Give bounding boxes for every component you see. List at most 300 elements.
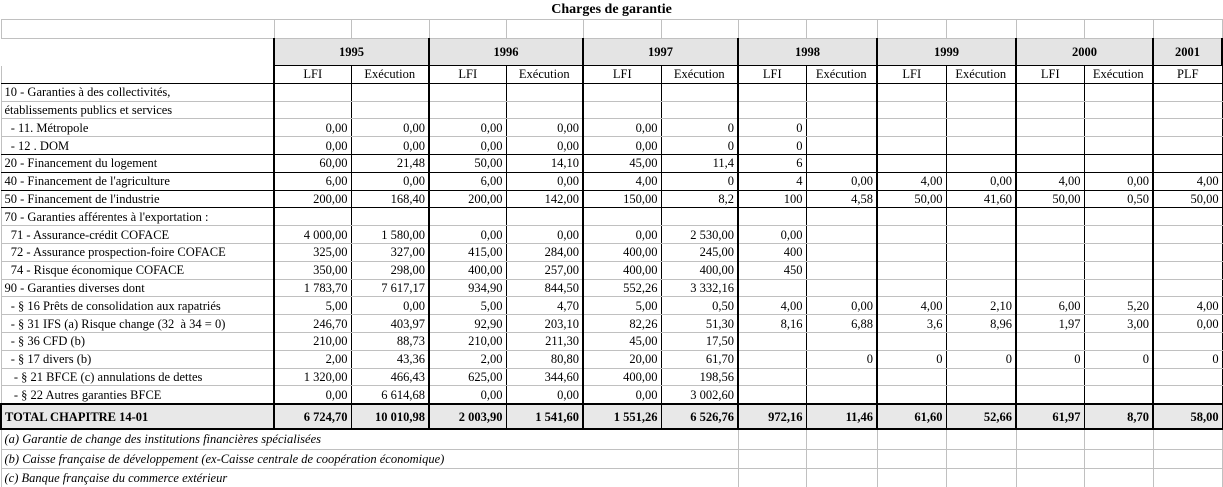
value-cell[interactable]: 4,00	[877, 172, 946, 190]
value-cell[interactable]	[877, 261, 946, 279]
value-cell[interactable]: 50,00	[429, 154, 506, 172]
value-cell[interactable]: 4,00	[877, 297, 946, 315]
value-cell[interactable]	[738, 386, 806, 404]
value-cell[interactable]: 1 551,26	[583, 404, 661, 429]
value-cell[interactable]: 198,56	[661, 368, 738, 386]
value-cell[interactable]: 4 000,00	[274, 226, 351, 244]
value-cell[interactable]: 203,10	[506, 315, 583, 333]
value-cell[interactable]: 10 010,98	[351, 404, 429, 429]
value-cell[interactable]: 0,00	[429, 226, 506, 244]
value-cell[interactable]: 0,00	[583, 119, 661, 137]
value-cell[interactable]: 1 320,00	[274, 368, 351, 386]
empty-cell	[877, 429, 946, 449]
value-cell[interactable]	[1153, 83, 1222, 101]
value-cell[interactable]	[877, 279, 946, 297]
value-cell[interactable]: 1 783,70	[274, 279, 351, 297]
value-cell[interactable]: 14,10	[506, 154, 583, 172]
column-header: LFI	[583, 66, 661, 84]
row-label: 70 - Garanties afférentes à l'exportation :	[1, 208, 274, 226]
value-cell[interactable]: 11,46	[806, 404, 877, 429]
value-cell[interactable]: 82,26	[583, 315, 661, 333]
corner-cell	[1, 39, 274, 66]
value-cell[interactable]: 41,60	[946, 190, 1016, 208]
value-cell[interactable]	[946, 101, 1016, 119]
value-cell[interactable]: 20,00	[583, 350, 661, 368]
year-header: 1995	[274, 39, 429, 66]
empty-cell	[1153, 429, 1222, 449]
value-cell[interactable]	[946, 279, 1016, 297]
value-cell[interactable]	[946, 83, 1016, 101]
value-cell[interactable]	[351, 83, 429, 101]
value-cell[interactable]	[877, 226, 946, 244]
column-header: Exécution	[351, 66, 429, 84]
value-cell[interactable]: 0,00	[506, 226, 583, 244]
value-cell[interactable]: 0	[1153, 350, 1222, 368]
value-cell[interactable]	[946, 119, 1016, 137]
value-cell[interactable]	[1084, 137, 1153, 155]
value-cell[interactable]: 2,10	[946, 297, 1016, 315]
value-cell[interactable]: 4,00	[583, 172, 661, 190]
column-header: LFI	[429, 66, 506, 84]
value-cell[interactable]: 400,00	[583, 243, 661, 261]
value-cell[interactable]: 0	[738, 119, 806, 137]
value-cell[interactable]: 60,00	[274, 154, 351, 172]
value-cell[interactable]: 0,00	[583, 137, 661, 155]
value-cell[interactable]: 200,00	[429, 190, 506, 208]
value-cell[interactable]	[1153, 279, 1222, 297]
value-cell[interactable]	[806, 119, 877, 137]
value-cell[interactable]	[1016, 119, 1084, 137]
value-cell[interactable]	[806, 243, 877, 261]
column-header: LFI	[738, 66, 806, 84]
value-cell[interactable]	[738, 101, 806, 119]
value-cell[interactable]: 210,00	[429, 332, 506, 350]
value-cell[interactable]	[1016, 243, 1084, 261]
empty-cell	[1153, 20, 1222, 39]
value-cell[interactable]	[429, 208, 506, 226]
value-cell[interactable]	[661, 208, 738, 226]
value-cell[interactable]: 400	[738, 243, 806, 261]
value-cell[interactable]: 400,00	[583, 261, 661, 279]
year-header: 1999	[877, 39, 1016, 66]
value-cell[interactable]: 6 526,76	[661, 404, 738, 429]
value-cell[interactable]: 0	[738, 137, 806, 155]
value-cell[interactable]	[1153, 101, 1222, 119]
value-cell[interactable]: 50,00	[1153, 190, 1222, 208]
value-cell[interactable]: 1 541,60	[506, 404, 583, 429]
value-cell[interactable]	[1016, 386, 1084, 404]
value-cell[interactable]	[1084, 208, 1153, 226]
value-cell[interactable]	[1016, 226, 1084, 244]
value-cell[interactable]	[946, 368, 1016, 386]
value-cell[interactable]	[946, 261, 1016, 279]
value-cell[interactable]: 8,70	[1084, 404, 1153, 429]
table-row	[1, 172, 1222, 190]
empty-cell	[1084, 429, 1153, 449]
value-cell[interactable]	[1016, 332, 1084, 350]
value-cell[interactable]: 0,00	[351, 119, 429, 137]
value-cell[interactable]: 0	[806, 350, 877, 368]
value-cell[interactable]	[1153, 261, 1222, 279]
value-cell[interactable]	[661, 83, 738, 101]
value-cell[interactable]: 0	[946, 350, 1016, 368]
value-cell[interactable]	[274, 101, 351, 119]
row-label: 20 - Financement du logement	[1, 154, 274, 172]
value-cell[interactable]: 2,00	[274, 350, 351, 368]
row-label: - 12 . DOM	[1, 137, 274, 155]
value-cell[interactable]: 327,00	[351, 243, 429, 261]
table-row	[1, 137, 1222, 155]
value-cell[interactable]: 400,00	[429, 261, 506, 279]
value-cell[interactable]	[738, 83, 806, 101]
value-cell[interactable]	[1084, 386, 1153, 404]
value-cell[interactable]	[946, 386, 1016, 404]
value-cell[interactable]: 0,00	[738, 226, 806, 244]
footnote: (b) Caisse française de développement (ex-Caisse centrale de coopération économique)	[1, 449, 738, 469]
value-cell[interactable]	[583, 101, 661, 119]
value-cell[interactable]: 0,00	[429, 137, 506, 155]
value-cell[interactable]: 403,97	[351, 315, 429, 333]
value-cell[interactable]	[738, 332, 806, 350]
value-cell[interactable]: 8,2	[661, 190, 738, 208]
footnote: (a) Garantie de change des institutions financières spécialisées	[1, 429, 738, 449]
value-cell[interactable]	[506, 83, 583, 101]
value-cell[interactable]: 0,00	[806, 297, 877, 315]
value-cell[interactable]: 4,00	[738, 297, 806, 315]
value-cell[interactable]: 934,90	[429, 279, 506, 297]
row-label: - § 21 BFCE (c) annulations de dettes	[1, 368, 274, 386]
value-cell[interactable]: 0	[661, 137, 738, 155]
value-cell[interactable]: 200,00	[274, 190, 351, 208]
value-cell[interactable]: 415,00	[429, 243, 506, 261]
value-cell[interactable]	[877, 101, 946, 119]
value-cell[interactable]: 0,00	[274, 119, 351, 137]
value-cell[interactable]	[877, 208, 946, 226]
value-cell[interactable]	[946, 208, 1016, 226]
value-cell[interactable]	[877, 119, 946, 137]
column-header: Exécution	[806, 66, 877, 84]
value-cell[interactable]: 6	[738, 154, 806, 172]
value-cell[interactable]: 0	[1016, 350, 1084, 368]
value-cell[interactable]	[738, 368, 806, 386]
value-cell[interactable]: 6,00	[429, 172, 506, 190]
value-cell[interactable]: 0,00	[429, 386, 506, 404]
value-cell[interactable]	[806, 279, 877, 297]
value-cell[interactable]	[1153, 208, 1222, 226]
value-cell[interactable]	[1016, 154, 1084, 172]
value-cell[interactable]	[506, 101, 583, 119]
value-cell[interactable]: 80,80	[506, 350, 583, 368]
value-cell[interactable]	[1084, 154, 1153, 172]
value-cell[interactable]	[1016, 83, 1084, 101]
value-cell[interactable]: 1 580,00	[351, 226, 429, 244]
value-cell[interactable]: 5,00	[429, 297, 506, 315]
value-cell[interactable]: 466,43	[351, 368, 429, 386]
value-cell[interactable]	[738, 279, 806, 297]
value-cell[interactable]: 0,00	[1153, 315, 1222, 333]
value-cell[interactable]: 6 724,70	[274, 404, 351, 429]
value-cell[interactable]: 0,00	[806, 172, 877, 190]
value-cell[interactable]: 400,00	[661, 261, 738, 279]
table-row	[1, 243, 1222, 261]
value-cell[interactable]	[274, 208, 351, 226]
value-cell[interactable]: 45,00	[583, 332, 661, 350]
value-cell[interactable]: 210,00	[274, 332, 351, 350]
year-header: 2000	[1016, 39, 1153, 66]
value-cell[interactable]	[1016, 279, 1084, 297]
value-cell[interactable]: 211,30	[506, 332, 583, 350]
value-cell[interactable]: 0,00	[506, 386, 583, 404]
value-cell[interactable]: 5,20	[1084, 297, 1153, 315]
value-cell[interactable]: 6,88	[806, 315, 877, 333]
value-cell[interactable]: 0,00	[506, 172, 583, 190]
value-cell[interactable]	[806, 101, 877, 119]
value-cell[interactable]: 1,97	[1016, 315, 1084, 333]
value-cell[interactable]	[877, 332, 946, 350]
table-row	[1, 190, 1222, 208]
value-cell[interactable]	[877, 154, 946, 172]
row-label: 50 - Financement de l'industrie	[1, 190, 274, 208]
value-cell[interactable]: 0,50	[1084, 190, 1153, 208]
value-cell[interactable]	[738, 208, 806, 226]
value-cell[interactable]: 8,96	[946, 315, 1016, 333]
value-cell[interactable]	[351, 208, 429, 226]
value-cell[interactable]: 8,16	[738, 315, 806, 333]
value-cell[interactable]: 0,00	[274, 137, 351, 155]
value-cell[interactable]: 0	[661, 119, 738, 137]
value-cell[interactable]	[806, 368, 877, 386]
value-cell[interactable]	[1016, 208, 1084, 226]
value-cell[interactable]	[946, 154, 1016, 172]
value-cell[interactable]: 52,66	[946, 404, 1016, 429]
value-cell[interactable]	[738, 350, 806, 368]
value-cell[interactable]: 344,60	[506, 368, 583, 386]
value-cell[interactable]: 150,00	[583, 190, 661, 208]
footnote: (c) Banque française du commerce extérieur	[1, 469, 738, 487]
value-cell[interactable]	[806, 137, 877, 155]
value-cell[interactable]	[429, 83, 506, 101]
value-cell[interactable]: 0,00	[946, 172, 1016, 190]
value-cell[interactable]: 5,00	[274, 297, 351, 315]
value-cell[interactable]: 325,00	[274, 243, 351, 261]
table-row	[1, 368, 1222, 386]
table-row	[1, 119, 1222, 137]
value-cell[interactable]	[806, 386, 877, 404]
year-header: 1996	[429, 39, 583, 66]
value-cell[interactable]: 0	[1084, 350, 1153, 368]
value-cell[interactable]	[1084, 368, 1153, 386]
value-cell[interactable]	[806, 208, 877, 226]
value-cell[interactable]	[1084, 261, 1153, 279]
value-cell[interactable]	[946, 226, 1016, 244]
value-cell[interactable]	[661, 101, 738, 119]
value-cell[interactable]	[1016, 137, 1084, 155]
value-cell[interactable]: 3 332,16	[661, 279, 738, 297]
value-cell[interactable]	[583, 83, 661, 101]
row-label: 40 - Financement de l'agriculture	[1, 172, 274, 190]
value-cell[interactable]	[1153, 243, 1222, 261]
value-cell[interactable]: 625,00	[429, 368, 506, 386]
value-cell[interactable]: 284,00	[506, 243, 583, 261]
value-cell[interactable]: 0,00	[506, 119, 583, 137]
value-cell[interactable]: 972,16	[738, 404, 806, 429]
value-cell[interactable]	[429, 101, 506, 119]
value-cell[interactable]: 88,73	[351, 332, 429, 350]
value-cell[interactable]: 2 003,90	[429, 404, 506, 429]
value-cell[interactable]: 168,40	[351, 190, 429, 208]
row-label: - § 31 IFS (a) Risque change (32 à 34 = 0)	[1, 315, 274, 333]
value-cell[interactable]	[946, 332, 1016, 350]
value-cell[interactable]	[1153, 119, 1222, 137]
value-cell[interactable]	[1153, 154, 1222, 172]
value-cell[interactable]: 552,26	[583, 279, 661, 297]
value-cell[interactable]: 0,00	[506, 137, 583, 155]
value-cell[interactable]: 0	[877, 350, 946, 368]
value-cell[interactable]	[1153, 226, 1222, 244]
value-cell[interactable]	[1084, 226, 1153, 244]
value-cell[interactable]: 43,36	[351, 350, 429, 368]
empty-cell	[583, 20, 661, 39]
empty-cell	[1153, 469, 1222, 487]
value-cell[interactable]	[946, 137, 1016, 155]
column-header: LFI	[877, 66, 946, 84]
value-cell[interactable]: 61,70	[661, 350, 738, 368]
value-cell[interactable]: 0,00	[1084, 172, 1153, 190]
value-cell[interactable]: 0,00	[351, 172, 429, 190]
empty-cell	[1016, 449, 1084, 469]
empty-cell	[738, 449, 806, 469]
value-cell[interactable]: 4,00	[1153, 172, 1222, 190]
column-header: Exécution	[946, 66, 1016, 84]
value-cell[interactable]: 11,4	[661, 154, 738, 172]
value-cell[interactable]	[806, 332, 877, 350]
value-cell[interactable]: 246,70	[274, 315, 351, 333]
value-cell[interactable]	[1084, 83, 1153, 101]
value-cell[interactable]	[877, 243, 946, 261]
empty-cell	[877, 20, 946, 39]
value-cell[interactable]: 21,48	[351, 154, 429, 172]
value-cell[interactable]: 3,00	[1084, 315, 1153, 333]
value-cell[interactable]: 4	[738, 172, 806, 190]
row-label: 71 - Assurance-crédit COFACE	[1, 226, 274, 244]
empty-cell	[946, 20, 1016, 39]
value-cell[interactable]: 4,58	[806, 190, 877, 208]
value-cell[interactable]	[806, 226, 877, 244]
value-cell[interactable]: 142,00	[506, 190, 583, 208]
empty-cell	[1084, 469, 1153, 487]
value-cell[interactable]	[877, 137, 946, 155]
value-cell[interactable]	[1153, 332, 1222, 350]
table-row	[1, 315, 1222, 333]
value-cell[interactable]	[506, 208, 583, 226]
value-cell[interactable]	[351, 101, 429, 119]
empty-cell	[877, 449, 946, 469]
value-cell[interactable]	[806, 83, 877, 101]
value-cell[interactable]: 3,6	[877, 315, 946, 333]
value-cell[interactable]: 0	[661, 172, 738, 190]
value-cell[interactable]	[806, 154, 877, 172]
value-cell[interactable]: 0,50	[661, 297, 738, 315]
value-cell[interactable]	[1084, 243, 1153, 261]
value-cell[interactable]: 45,00	[583, 154, 661, 172]
value-cell[interactable]	[877, 83, 946, 101]
value-cell[interactable]: 0,00	[583, 386, 661, 404]
value-cell[interactable]: 400,00	[583, 368, 661, 386]
empty-cell	[1153, 449, 1222, 469]
value-cell[interactable]	[1084, 279, 1153, 297]
value-cell[interactable]	[1084, 119, 1153, 137]
value-cell[interactable]: 50,00	[877, 190, 946, 208]
value-cell[interactable]: 6,00	[1016, 297, 1084, 315]
value-cell[interactable]: 4,00	[1153, 297, 1222, 315]
value-cell[interactable]: 7 617,17	[351, 279, 429, 297]
value-cell[interactable]: 58,00	[1153, 404, 1222, 429]
value-cell[interactable]: 4,70	[506, 297, 583, 315]
value-cell[interactable]: 17,50	[661, 332, 738, 350]
empty-cell	[946, 469, 1016, 487]
value-cell[interactable]: 6 614,68	[351, 386, 429, 404]
value-cell[interactable]: 0,00	[351, 137, 429, 155]
value-cell[interactable]	[1153, 386, 1222, 404]
value-cell[interactable]: 2,00	[429, 350, 506, 368]
value-cell[interactable]	[1016, 368, 1084, 386]
value-cell[interactable]: 6,00	[274, 172, 351, 190]
value-cell[interactable]: 2 530,00	[661, 226, 738, 244]
value-cell[interactable]	[1016, 101, 1084, 119]
value-cell[interactable]: 3 002,60	[661, 386, 738, 404]
table-row	[1, 226, 1222, 244]
value-cell[interactable]: 245,00	[661, 243, 738, 261]
table-row	[1, 404, 1222, 429]
value-cell[interactable]	[274, 83, 351, 101]
value-cell[interactable]	[806, 261, 877, 279]
value-cell[interactable]: 92,90	[429, 315, 506, 333]
column-header: LFI	[274, 66, 351, 84]
value-cell[interactable]: 298,00	[351, 261, 429, 279]
value-cell[interactable]: 350,00	[274, 261, 351, 279]
value-cell[interactable]	[1153, 137, 1222, 155]
value-cell[interactable]: 5,00	[583, 297, 661, 315]
value-cell[interactable]: 0,00	[429, 119, 506, 137]
value-cell[interactable]: 0,00	[274, 386, 351, 404]
value-cell[interactable]	[1084, 332, 1153, 350]
row-label: 72 - Assurance prospection-foire COFACE	[1, 243, 274, 261]
value-cell[interactable]: 100	[738, 190, 806, 208]
value-cell[interactable]	[1016, 261, 1084, 279]
empty-cell	[946, 449, 1016, 469]
value-cell[interactable]: 0,00	[583, 226, 661, 244]
value-cell[interactable]	[946, 243, 1016, 261]
value-cell[interactable]: 844,50	[506, 279, 583, 297]
empty-cell	[1016, 20, 1084, 39]
year-header: 1997	[583, 39, 738, 66]
value-cell[interactable]: 61,60	[877, 404, 946, 429]
value-cell[interactable]: 51,30	[661, 315, 738, 333]
corner-cell	[1, 66, 274, 84]
value-cell[interactable]: 0,00	[351, 297, 429, 315]
value-cell[interactable]	[583, 208, 661, 226]
value-cell[interactable]	[1084, 101, 1153, 119]
value-cell[interactable]: 4,00	[1016, 172, 1084, 190]
value-cell[interactable]: 61,97	[1016, 404, 1084, 429]
value-cell[interactable]: 50,00	[1016, 190, 1084, 208]
value-cell[interactable]: 257,00	[506, 261, 583, 279]
value-cell[interactable]	[877, 368, 946, 386]
value-cell[interactable]	[877, 386, 946, 404]
value-cell[interactable]	[1153, 368, 1222, 386]
table-row	[1, 101, 1222, 119]
value-cell[interactable]: 450	[738, 261, 806, 279]
